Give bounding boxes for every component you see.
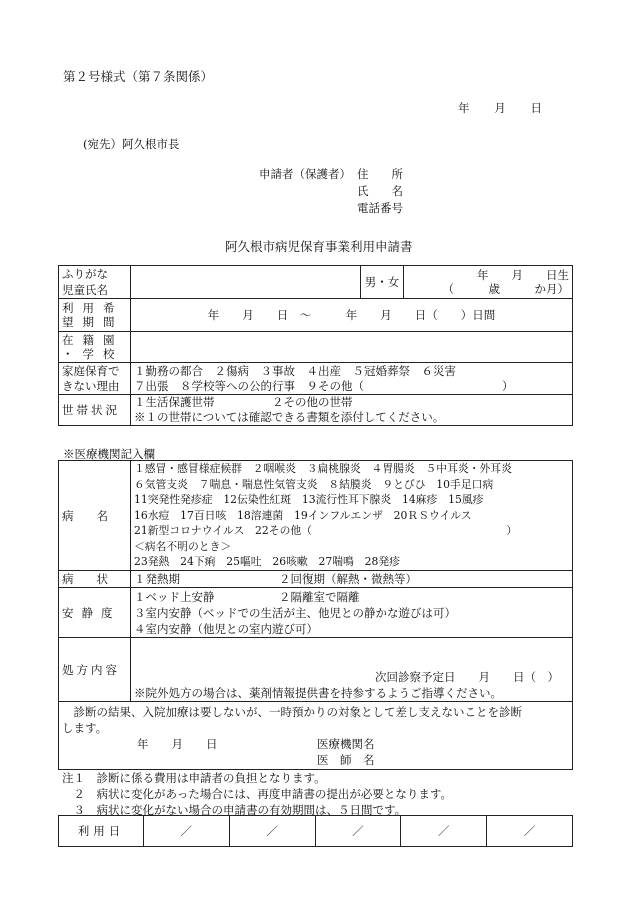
household-label: 世帯状況	[59, 395, 131, 426]
medical-section-title: ※医療機関記入欄	[63, 447, 155, 461]
prescription-field[interactable]: 次回診察予定日 月 日（ ） ※院外処方の場合は、薬剤情報提供書を持参するようご指導ください。	[131, 638, 573, 702]
medical-table	[58, 460, 573, 770]
note-1: 注１ 診断に係る費用は申請者の負担となります。	[62, 771, 326, 785]
period-field[interactable]: 年 月 日 ～ 年 月 日（ ）日間	[131, 299, 573, 332]
period-label: 利用希 望期間	[59, 299, 131, 332]
date-day: 日	[530, 101, 542, 115]
applicant-label: 申請者（保護者）	[259, 167, 351, 181]
disease-label: 病 名	[59, 461, 131, 571]
reason-options[interactable]: １勤務の都合 ２傷病 ３事故 ４出産 ５冠婚葬祭 ６災害 ７出張 ８学校等への公的行事 ９その他（ ）	[131, 363, 573, 395]
phone-label: 電話番号	[357, 201, 403, 215]
birthdate-field[interactable]: 年 月 日生 （ 歳 か月）	[404, 266, 573, 299]
school-label: 在籍園 ・学校	[59, 332, 131, 363]
diagnosis-block: 診断の結果、入院加療は要しないが、一時預かりの対象として差し支えないことを診断 します。 年 月 日 医療機関名 医 師 名	[59, 702, 573, 770]
disease-options[interactable]: １感冒・感冒様症候群 ２咽喉炎 ３扁桃腺炎 ４胃腸炎 ５中耳炎・外耳炎 ６気管支炎 ７喘息・喘息性気管支炎 ８結膜炎 ９とびひ 10手足口病 11突発性発疹症 12伝染性紅斑 13流行性耳下腺炎 14麻疹 15風疹 16水痘 17百日咳 18溶連菌 19インフルエンザ 20ＲＳウイルス 21新型コロナウイルス 22その他（ ） ＜病名不明のとき＞ 23発熱 24下痢 25嘔吐 26咳嗽 27喘鳴 28発疹	[131, 461, 573, 571]
diagnosis-date: 年 月 日	[137, 737, 218, 751]
reason-label: 家庭保育で きない理由	[59, 363, 131, 395]
institution-label: 医療機関名	[317, 737, 375, 751]
application-table	[58, 265, 573, 426]
note-2: ２ 病状に変化があった場合には、再度申請書の提出が必要となります。	[62, 787, 452, 801]
symptom-label: 病 状	[59, 571, 131, 588]
usage-slot[interactable]: ／	[229, 816, 315, 847]
document-title: 阿久根市病児保育事業利用申請書	[225, 239, 413, 254]
note-3: ３ 病状に変化がない場合の申請書の有効期間は、５日間です。	[62, 803, 407, 817]
date-line	[458, 100, 542, 116]
child-name-label: ふりがな 児童氏名	[59, 266, 131, 299]
usage-table	[58, 815, 573, 847]
form-number: 第２号様式（第７条関係）	[63, 69, 214, 84]
date-year: 年	[458, 101, 470, 115]
usage-slot[interactable]: ／	[144, 816, 230, 847]
child-name-field[interactable]	[131, 266, 361, 299]
name-label: 氏 名	[357, 184, 403, 198]
school-field[interactable]	[131, 332, 573, 363]
address-label: 住 所	[357, 167, 403, 181]
prescription-label: 処方内容	[59, 638, 131, 702]
date-month: 月	[494, 101, 506, 115]
household-options[interactable]: １生活保護世帯 ２その他の世帯 ※１の世帯については確認できる書類を添付してください。	[131, 395, 573, 426]
doctor-label: 医 師 名	[317, 753, 375, 767]
addressee: (宛先）阿久根市長	[83, 137, 180, 151]
rest-options[interactable]: １ベッド上安静 ２隔離室で隔離 ３室内安静（ベッドでの生活が主、他児との静かな遊びは可） ４室内安静（他児との室内遊び可）	[131, 588, 573, 638]
usage-label: 利用日	[59, 816, 144, 847]
usage-slot[interactable]: ／	[487, 816, 573, 847]
symptom-options[interactable]: １発熱期 ２回復期（解熱・微熱等）	[131, 571, 573, 588]
notes	[62, 770, 452, 818]
sex-field[interactable]: 男・女	[361, 266, 404, 299]
rest-label: 安静度	[59, 588, 131, 638]
usage-slot[interactable]: ／	[315, 816, 401, 847]
usage-slot[interactable]: ／	[401, 816, 487, 847]
